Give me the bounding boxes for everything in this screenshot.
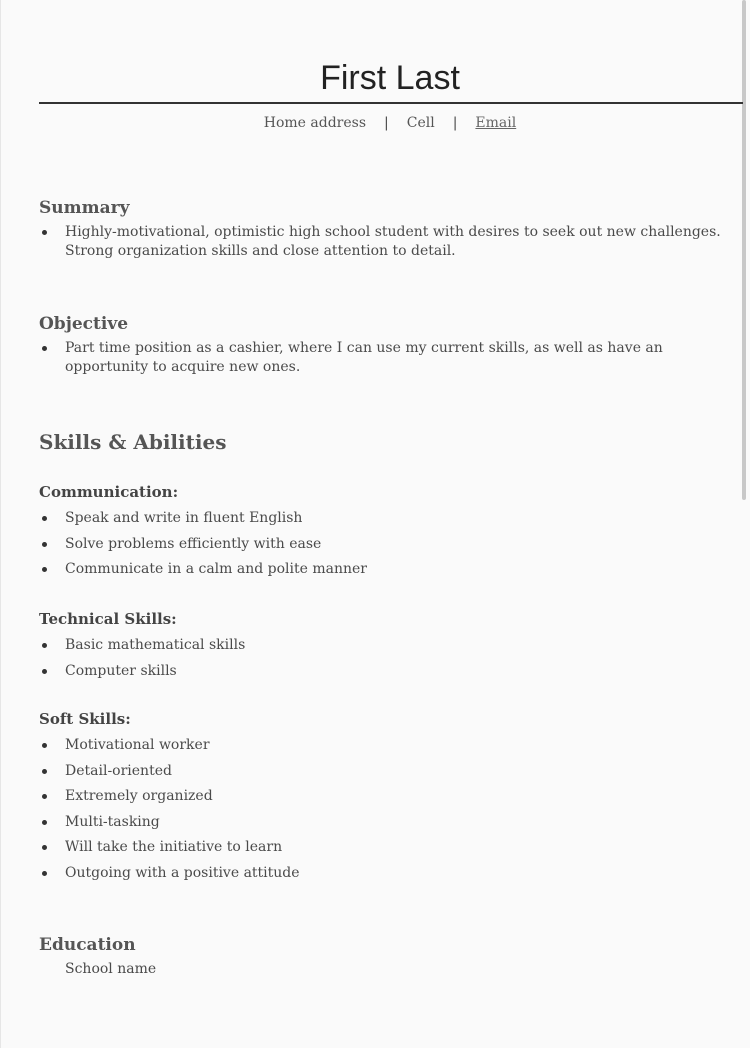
resume-name: First Last <box>320 59 460 97</box>
education-heading: Education <box>39 935 136 955</box>
list-item: Detail-oriented <box>39 762 739 781</box>
summary-heading: Summary <box>39 198 130 218</box>
soft-skills-list <box>39 736 739 883</box>
email-link[interactable]: Email <box>475 115 517 131</box>
list-item: Solve problems efficiently with ease <box>39 535 739 554</box>
list-item: Will take the initiative to learn <box>39 838 739 857</box>
list-item: Computer skills <box>39 662 739 681</box>
header-divider <box>39 102 743 104</box>
list-item: Communicate in a calm and polite manner <box>39 560 739 579</box>
school-name: School name <box>65 961 157 977</box>
scrollbar-thumb[interactable] <box>742 0 746 500</box>
contact-separator: | <box>384 115 389 131</box>
contact-line <box>39 114 741 132</box>
cell-number: Cell <box>406 115 435 131</box>
summary-list <box>39 223 739 261</box>
soft-skills-group <box>39 709 739 889</box>
list-item: Extremely organized <box>39 787 739 806</box>
education-section <box>39 934 739 979</box>
summary-item: Highly-motivational, optimistic high school student with desires to seek out new challenges. Strong organization skills and close attention to detail. <box>39 223 739 261</box>
communication-list <box>39 509 739 579</box>
list-item: Outgoing with a positive attitude <box>39 864 739 883</box>
skills-heading: Skills & Abilities <box>39 430 227 454</box>
objective-heading: Objective <box>39 314 129 334</box>
list-item: Motivational worker <box>39 736 739 755</box>
technical-group <box>39 609 739 687</box>
communication-heading: Communication: <box>39 483 179 501</box>
objective-section <box>39 313 739 377</box>
summary-section <box>39 197 739 261</box>
list-item: Speak and write in fluent English <box>39 509 739 528</box>
technical-heading: Technical Skills: <box>39 610 177 628</box>
list-item: Multi-tasking <box>39 813 739 832</box>
list-item: Basic mathematical skills <box>39 636 739 655</box>
objective-item: Part time position as a cashier, where I can use my current skills, as well as have an opportunity to acquire new ones. <box>39 339 739 377</box>
communication-group <box>39 482 739 586</box>
contact-separator: | <box>452 115 458 131</box>
home-address: Home address <box>263 115 367 131</box>
skills-section <box>39 429 739 455</box>
soft-skills-heading: Soft Skills: <box>39 710 131 728</box>
objective-list <box>39 339 739 377</box>
technical-list <box>39 636 739 681</box>
scrollbar[interactable] <box>740 0 750 1048</box>
